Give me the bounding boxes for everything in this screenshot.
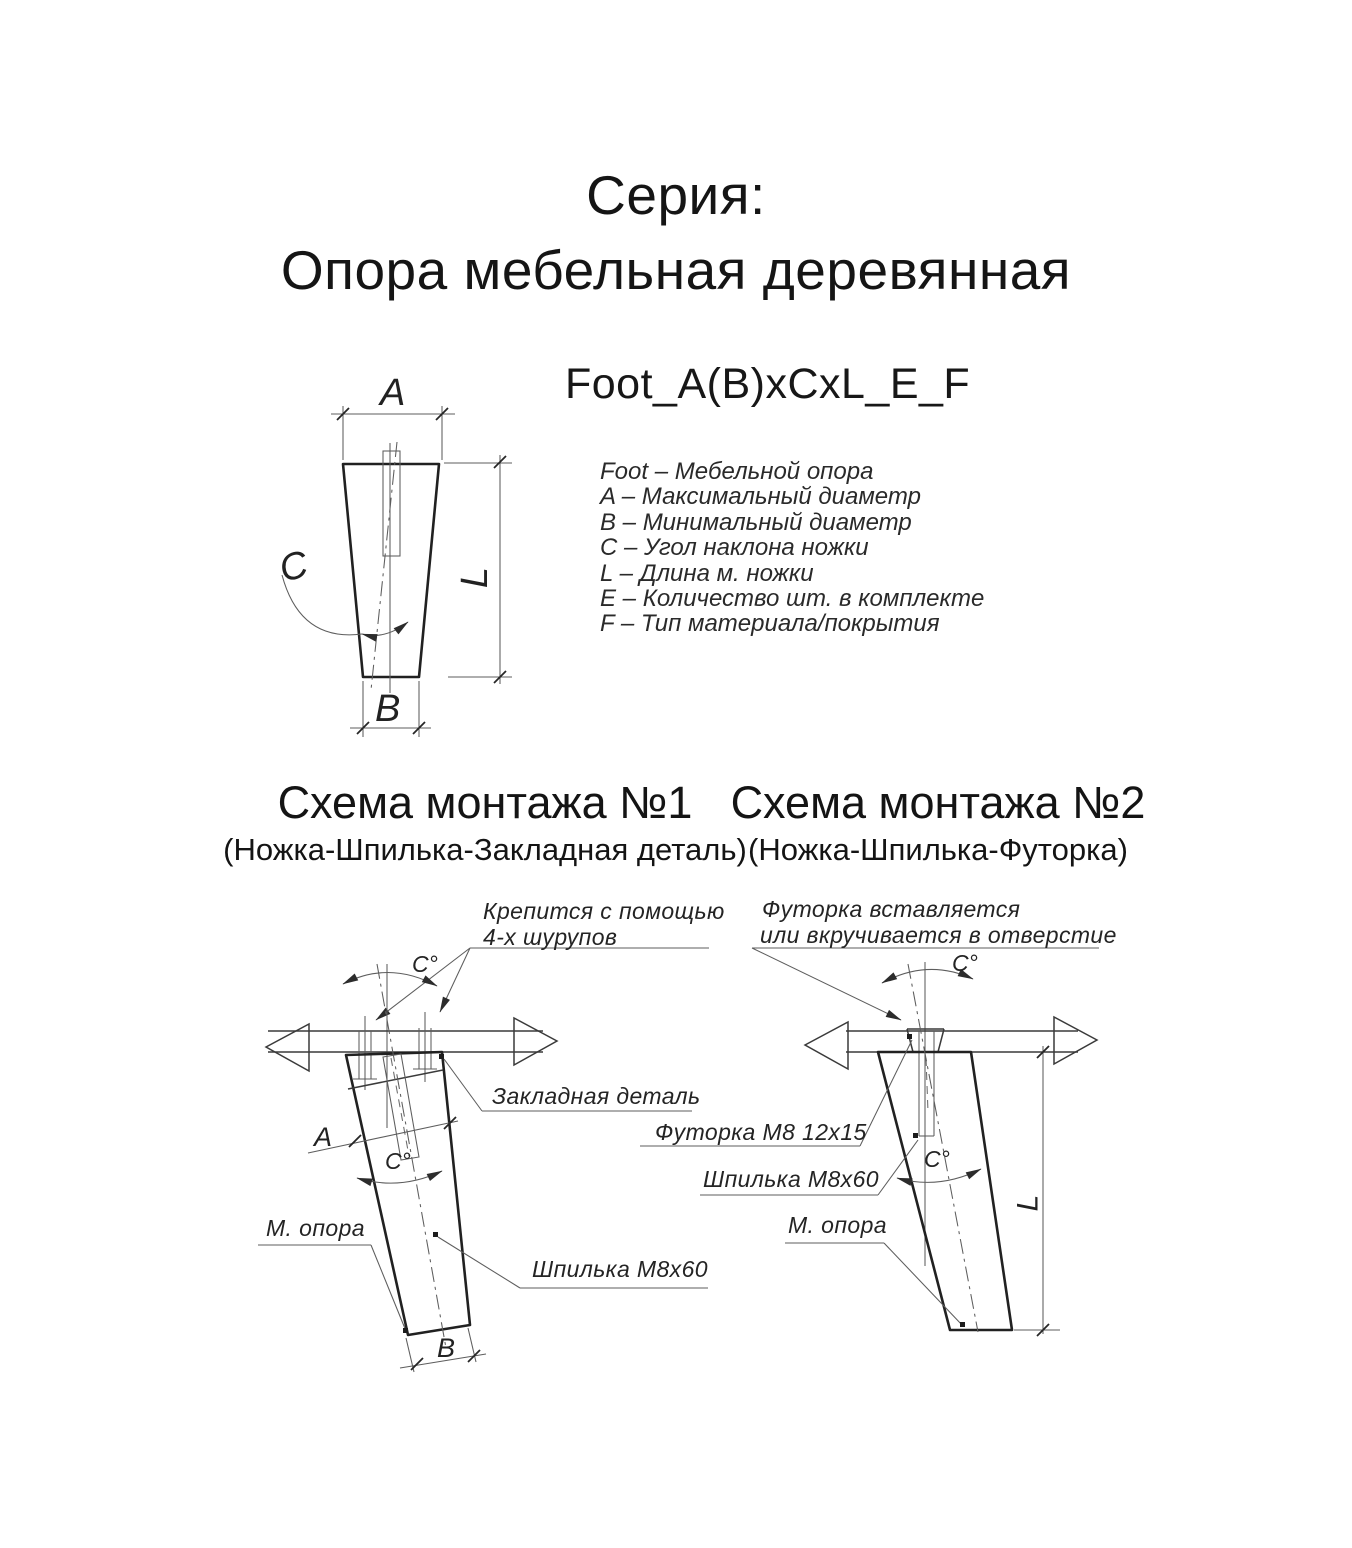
panel-arrow-right xyxy=(1054,1017,1097,1064)
legend-item-f: F – Тип материала/покрытия xyxy=(600,610,940,638)
scheme2-note-line1: Футорка вставляется xyxy=(762,896,1021,922)
page-title-line2: Опора мебельная деревянная xyxy=(280,239,1072,301)
page-title-line1: Серия: xyxy=(586,164,766,226)
scheme1-label-plate: Закладная деталь xyxy=(492,1083,701,1109)
legend-item-a: A – Максимальный диаметр xyxy=(600,483,921,511)
scheme1-title: Схема монтажа №1 xyxy=(277,777,693,828)
scheme2-label-support: М. опора xyxy=(788,1212,887,1238)
panel-arrow-right xyxy=(514,1018,557,1065)
scheme1-label-stud: Шпилька М8х60 xyxy=(532,1256,708,1282)
scheme1-drawing xyxy=(258,948,709,1372)
scheme2-subtitle: (Ножка-Шпилька-Футорка) xyxy=(748,832,1128,867)
legend-item-foot: Foot – Мебельной опора xyxy=(600,458,874,485)
scheme2-dim-l: L xyxy=(1011,1194,1045,1212)
figure-dim-a: A xyxy=(380,372,406,414)
scheme2-title: Схема монтажа №2 xyxy=(730,777,1146,828)
leg-outline xyxy=(878,1052,1012,1330)
legend-item-l: L – Длина м. ножки xyxy=(600,559,814,587)
scheme2-angle-top: C° xyxy=(952,950,978,976)
product-code: Foot_A(B)xCxL_E_F xyxy=(565,360,971,408)
scheme2-angle-mid: C° xyxy=(924,1146,950,1172)
scheme1-angle-mid: C° xyxy=(385,1148,411,1174)
legend-item-c: C – Угол наклона ножки xyxy=(600,534,869,562)
figure-dim-b: B xyxy=(375,688,401,730)
stud-shape xyxy=(383,1054,419,1160)
legend-list xyxy=(600,459,984,637)
scheme2-label-stud: Шпилька М8х60 xyxy=(703,1166,879,1192)
figure-dim-l: L xyxy=(454,566,497,589)
scheme1-dim-a: A xyxy=(314,1122,333,1152)
legend-item-e: E – Количество шт. в комплекте xyxy=(600,585,985,613)
scheme1-note-line2: 4-х шурупов xyxy=(483,924,618,950)
figure-dim-c: C xyxy=(275,543,313,591)
scheme2-label-insert: Футорка М8 12х15 xyxy=(655,1119,867,1145)
scheme1-dim-b: B xyxy=(437,1333,456,1363)
panel-arrow-left xyxy=(805,1022,848,1069)
stud-shape xyxy=(383,451,400,556)
leg-outline xyxy=(343,464,439,677)
legend-item-b: B – Минимальный диаметр xyxy=(600,508,912,536)
scheme2-note-line2: или вкручивается в отверстие xyxy=(760,922,1117,948)
scheme1-subtitle: (Ножка-Шпилька-Закладная деталь) xyxy=(223,832,747,867)
scheme1-angle-top: C° xyxy=(412,951,438,977)
scheme1-label-support: М. опора xyxy=(266,1215,365,1241)
scheme1-note-line1: Крепится с помощью xyxy=(483,898,725,924)
